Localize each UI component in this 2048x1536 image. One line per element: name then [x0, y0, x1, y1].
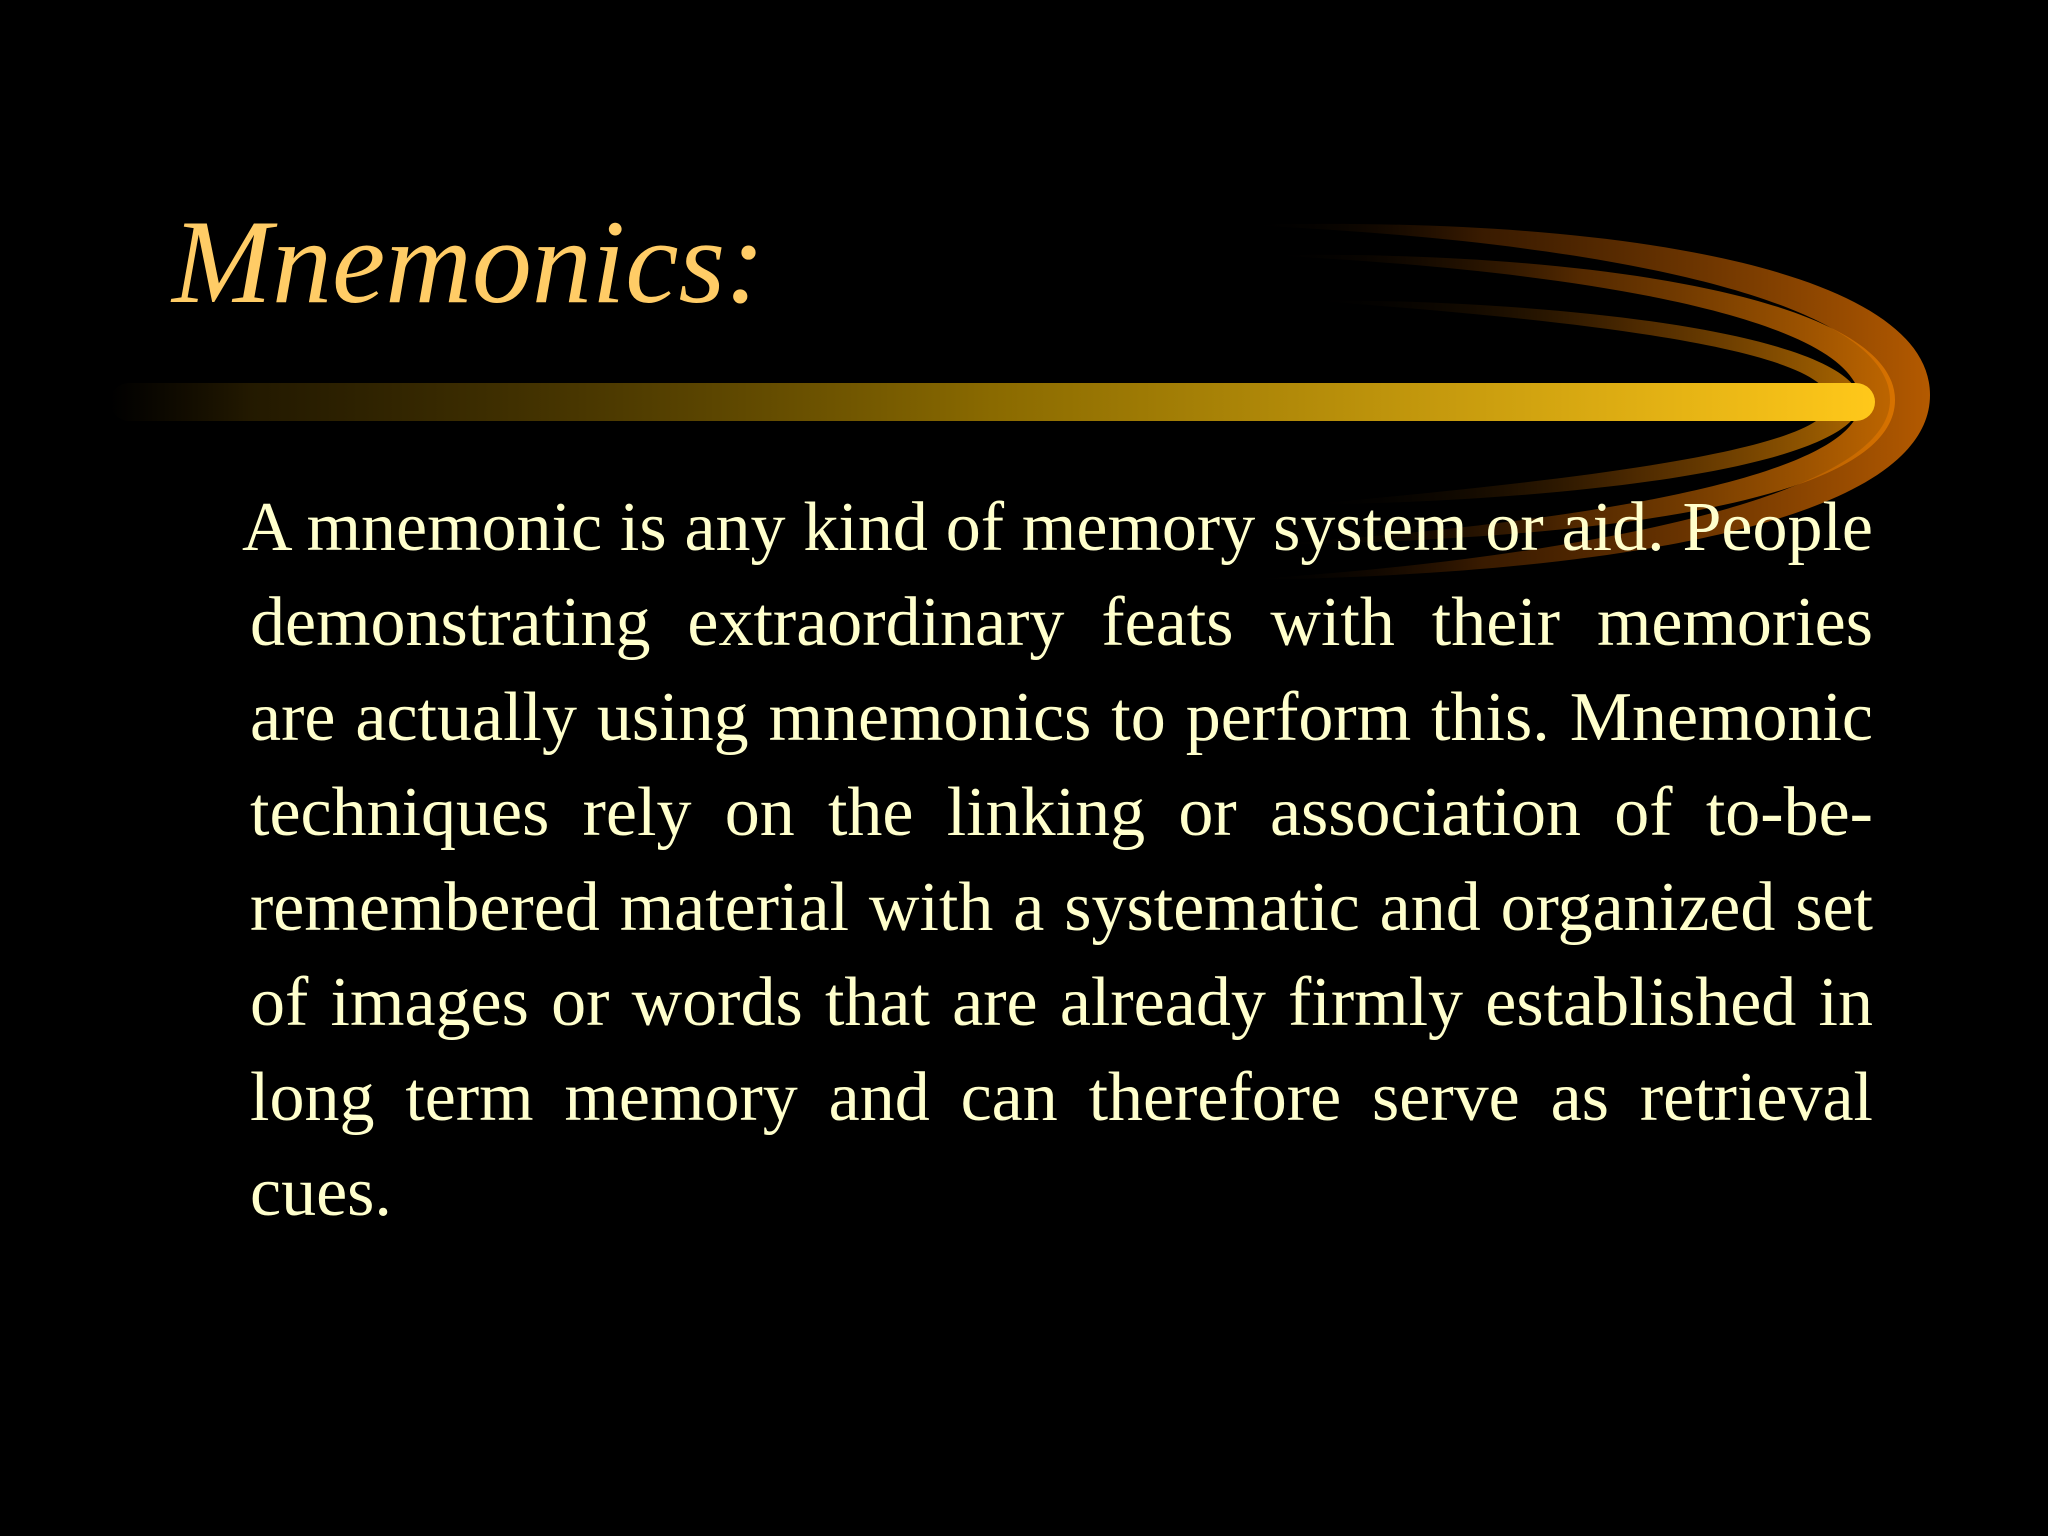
- slide-body-text: A mnemonic is any kind of memory system or aid. People demonstrating extraordinary feats with their memories are actually using mnemonics to perform this. Mnemonic techniques rely on the linking or association of to-be-remembered material with a systematic and organized set of images or words that are already firmly established in long term memory and can therefore serve as retrieval cues.: [242, 489, 1873, 1231]
- accent-bar: [110, 383, 1875, 421]
- slide-title: Mnemonics:: [172, 195, 766, 328]
